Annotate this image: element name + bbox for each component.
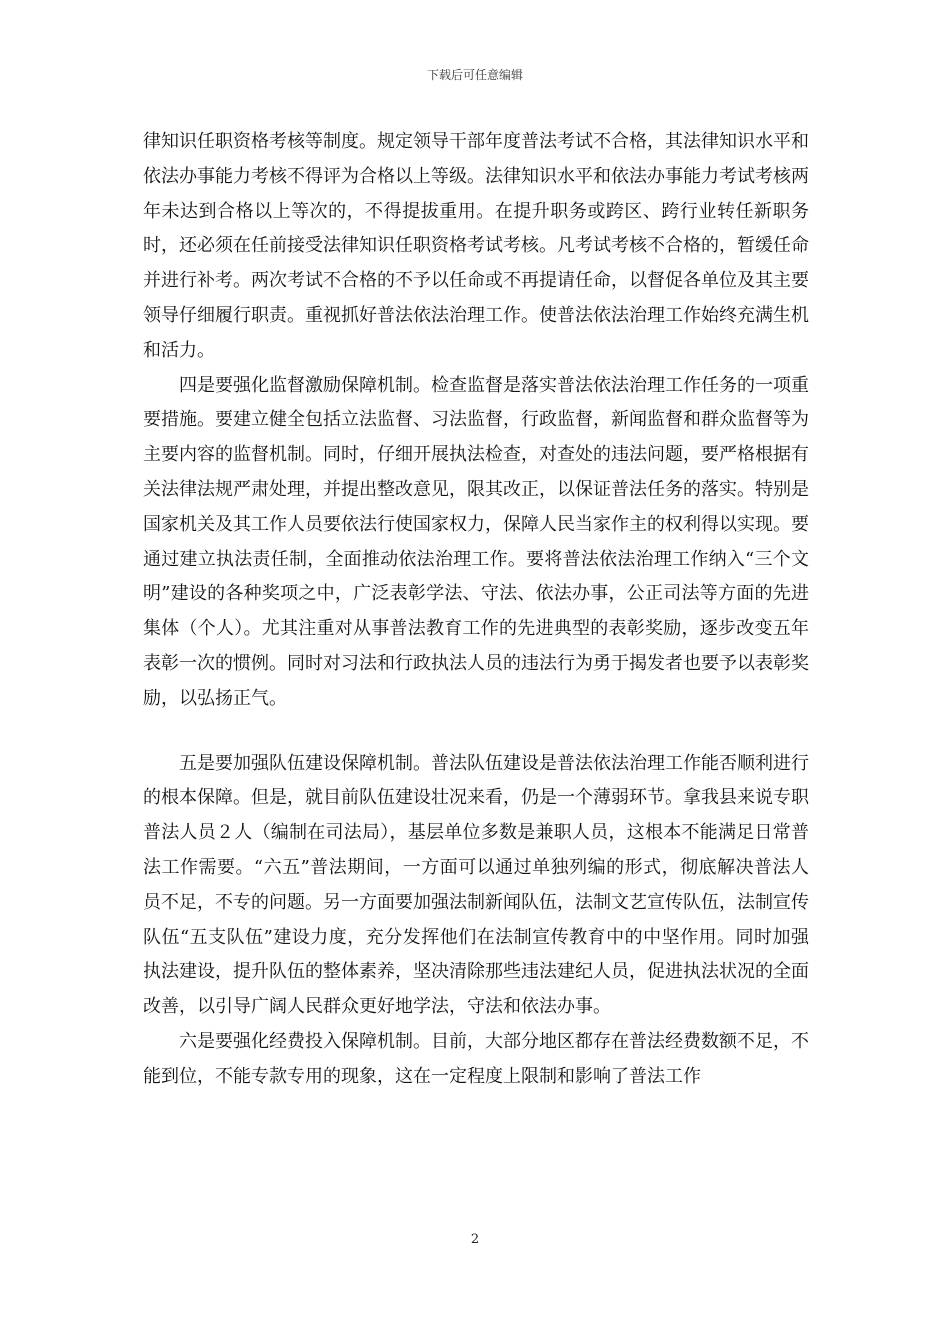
document-body — [143, 125, 809, 1095]
paragraph-4: 六是要强化经费投入保障机制。目前，大部分地区都存在普法经费数额不足，不能到位，不能专款专用的现象，这在一定程度上限制和影响了普法工作 — [143, 1030, 809, 1087]
paragraph-1: 律知识任职资格考核等制度。规定领导干部年度普法考试不合格，其法律知识水平和依法办事能力考核不得评为合格以上等级。法律知识水平和依法办事能力考试考核两年未达到合格以上等次的，不得提拔重用。在提升职务或跨区、跨行业转任新职务时，还必须在任前接受法律知识任职资格考试考核。凡考试考核不合格的，暂缓任命并进行补考。两次考试不合格的不予以任命或不再提请任命，以督促各单位及其主要领导仔细履行职责。重视抓好普法依法治理工作。使普法依法治理工作始终充满生机和活力。 — [143, 131, 809, 361]
page-header: 下载后可任意编辑 — [426, 68, 523, 82]
page-number: 2 — [470, 1232, 480, 1247]
paragraph-2: 四是要强化监督激励保障机制。检查监督是落实普法依法治理工作任务的一项重要措施。要建立健全包括立法监督、习法监督，行政监督，新闻监督和群众监督等为主要内容的监督机制。同时，仔细开展执法检查，对查处的违法问题，要严格根据有关法律法规严肃处理，并提出整改意见，限其改正，以保证普法任务的落实。特别是国家机关及其工作人员要依法行使国家权力，保障人民当家作主的权利得以实现。要通过建立执法责任制，全面推动依法治理工作。要将普法依法治理工作纳入“三个文明”建设的各种奖项之中，广泛表彰学法、守法、依法办事，公正司法等方面的先进集体（个人）。尤其注重对从事普法教育工作的先进典型的表彰奖励，逐步改变五年表彰一次的惯例。同时对习法和行政执法人员的违法行为勇于揭发者也要予以表彰奖励，以弘扬正气。 — [143, 374, 809, 709]
paragraph-3: 五是要加强队伍建设保障机制。普法队伍建设是普法依法治理工作能否顺利进行的根本保障。但是，就目前队伍建设壮况来看，仍是一个薄弱环节。拿我县来说专职普法人员２人（编制在司法局），基层单位多数是兼职人员，这根本不能满足日常普法工作需要。“六五”普法期间，一方面可以通过单独列编的形式，彻底解决普法人员不足，不专的问题。另一方面要加强法制新闻队伍，法制文艺宣传队伍，法制宣传队伍“五支队伍”建设力度，充分发挥他们在法制宣传教育中的中坚作用。同时加强执法建设，提升队伍的整体素养，坚决清除那些违法建纪人员，促进执法状况的全面改善，以引导广阔人民群众更好地学法，守法和依法办事。 — [143, 752, 809, 1018]
